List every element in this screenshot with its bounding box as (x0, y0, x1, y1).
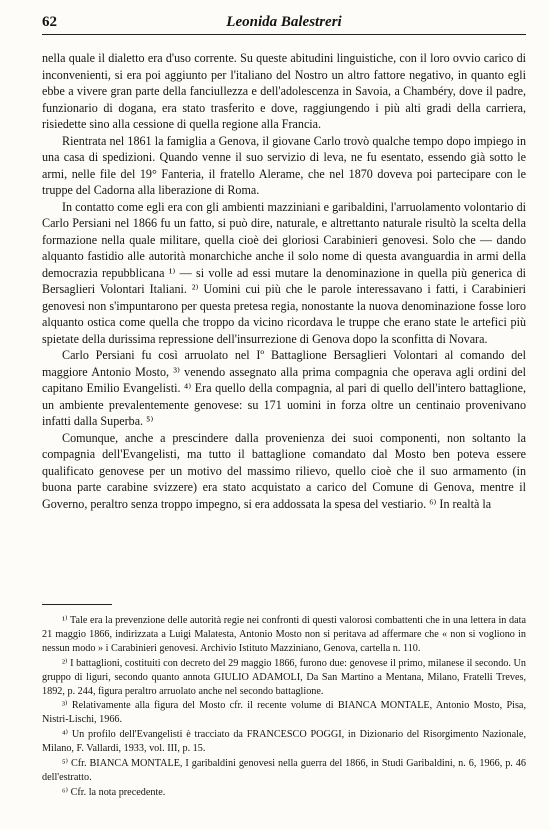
footnote: ⁴⁾ Un profilo dell'Evangelisti è tracciato da FRANCESCO POGGI, in Dizionario del Risorgimento Nazionale, Milano, F. Vallardi, 1933, vol. III, p. 15. (42, 729, 526, 755)
footnote: ⁵⁾ Cfr. BIANCA MONTALE, I garibaldini genovesi nella guerra del 1866, in Studi Garibaldini, n. 6, 1966, p. 46 dell'estratto. (42, 758, 526, 783)
footnote: ³⁾ Relativamente alla figura del Mosto cfr. il recente volume di BIANCA MONTALE, Antonio Mosto, Pisa, Nistri-Lischi, 1966. (42, 700, 526, 726)
running-title: Leonida Balestreri (226, 14, 342, 30)
body-paragraph: Rientrata nel 1861 la famiglia a Genova, il giovane Carlo trovò qualche tempo dopo impiego in una casa di spedizioni. Quando venne il suo servizio di leva, ne fu esentato, essendo già sotto le armi, nelle file del 19° Fanteria, il fratello Alerame, che nel 1870 doveva poi partecipare con le truppe del Cadorna alla liberazione di Roma. (42, 133, 526, 197)
footnote-separator (42, 604, 112, 605)
footnote: ²⁾ I battaglioni, costituiti con decreto del 29 maggio 1866, furono due: genovese il primo, milanese il secondo. Un gruppo di liguri, secondo quanto annota GIULIO ADAMOLI, Da San Martino a Mentana, Milano, Fratelli Treves, 1892, p. 244, figura peraltro arruolato anche nel secondo battaglione. (42, 657, 526, 697)
page-number: 62 (42, 14, 57, 30)
body-paragraph: Comunque, anche a prescindere dalla provenienza dei suoi componenti, non soltanto la compagnia dell'Evangelisti, ma tutto il battaglione comandato dal Mosto ben poteva essere qualificato genovese per un motivo del massimo rilievo, quello cioè che il suo armamento (in buona parte carabine svizzere) era stato acquistato a carico del Comune di Genova, mentre il Governo, peraltro senza troppo impegno, si era addossata la spesa del vestiario. ⁶⁾ In realtà la (42, 430, 526, 511)
body-paragraph: Carlo Persiani fu così arruolato nel Iº Battaglione Bersaglieri Volontari al comando del maggiore Antonio Mosto, ³⁾ venendo assegnato alla prima compagnia che operava agli ordini del capitano Emilio Evangelisti. ⁴⁾ Era quello della compagnia, al pari di quello dell'intero battaglione, un ambiente prevalentemente genovese: su 171 uomini in forza oltre un centinaio provenivano infatti dalla Superba. ⁵⁾ (42, 348, 526, 428)
main-text (42, 50, 526, 512)
footnotes (42, 614, 526, 801)
footnote: ⁶⁾ Cfr. la nota precedente. (62, 786, 166, 798)
page-header (42, 12, 526, 35)
body-paragraph: nella quale il dialetto era d'uso corrente. Su queste abitudini linguistiche, con il loro ovvio carico di inconvenienti, si era poi aggiunto per l'italiano del Nostro un altro fattore negativo, in quanto egli ebbe a vivere gran parte della fanciullezza e dell'adolescenza in Savoia, a Chambéry, dove il padre, funzionario di dogana, era stato trasferito e dove, raggiungendo i più alti gradi della carriera, risiedette sino alla cessione di quella regione alla Francia. (42, 51, 526, 131)
body-paragraph: In contatto come egli era con gli ambienti mazziniani e garibaldini, l'arruolamento volontario di Carlo Persiani nel 1866 fu un fatto, si può dire, naturale, e altrettanto naturale risultò la scelta della formazione nella quale militare, quella cioè dei gloriosi Carabinieri genovesi. Solo che — dando alquanto fastidio alle autorità monarchiche anche il solo nome di questa avanguardia in armi della democrazia repubblicana ¹⁾ — si volle ad essi mutare la denominazione in quella più generica di Bersaglieri Volontari Italiani. ²⁾ Uomini cui più che le parole interessavano i fatti, i Carabinieri genovesi non s'impuntarono per questa pretesa regia, nonostante la nuova denominazione fosse loro alquanto ostica come quella che troppo da vicino ricordava le truppe che erano state le artefici più spietate della durissima repressione dell'insurrezione di Genova dopo la sconfitta di Novara. (42, 199, 526, 346)
footnote: ¹⁾ Tale era la prevenzione delle autorità regie nei confronti di questi valorosi combattenti che in una lettera in data 21 maggio 1866, indirizzata a Luigi Malatesta, Antonio Mosto non si peritava ad affermare che « non si vogliono in nessun modo » i Carabinieri genovesi. Archivio Istituto Mazziniano, Genova, cartella n. 110. (42, 615, 526, 654)
